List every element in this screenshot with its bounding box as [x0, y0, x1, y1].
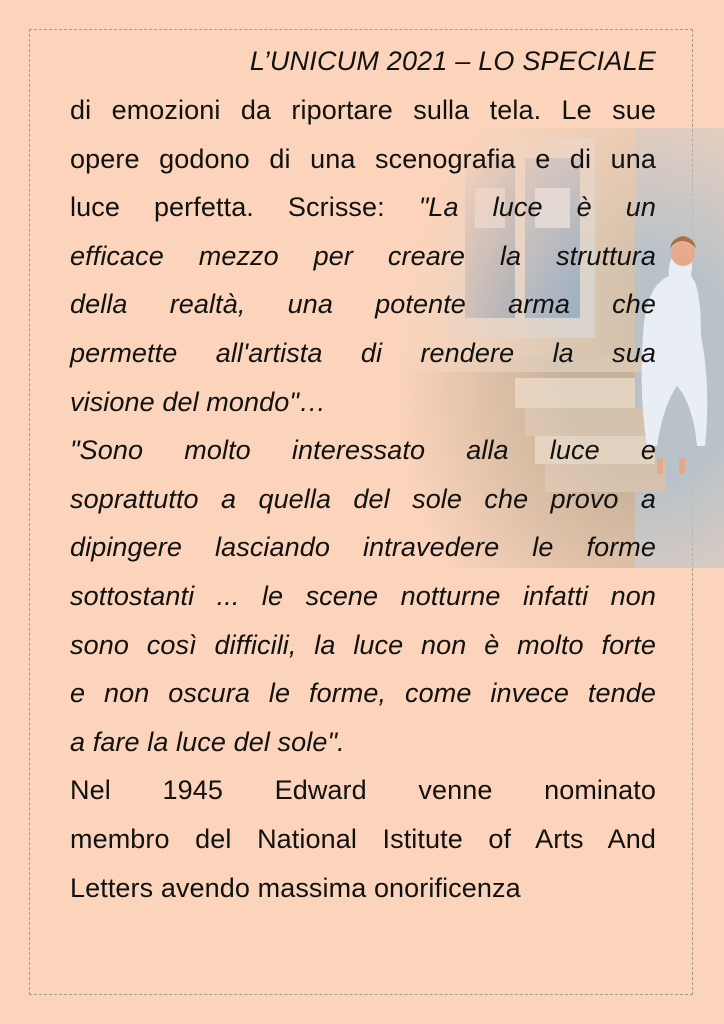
page-header: L’UNICUM 2021 – LO SPECIALE	[249, 46, 656, 76]
text-line	[70, 475, 656, 524]
text-line	[70, 766, 656, 815]
text-line	[70, 329, 656, 378]
quote-segment: della realtà, una potente arma che	[70, 289, 656, 320]
text-segment: di emozioni da riportare sulla tela. Le sue	[70, 95, 656, 125]
text-segment: luce perfetta. Scrisse:	[70, 192, 419, 223]
text-line	[70, 183, 656, 232]
quote-segment: a fare la luce del sole".	[70, 726, 345, 757]
quote-segment: dipingere lasciando intravedere le forme	[70, 532, 656, 563]
text-line	[70, 378, 656, 427]
text-line	[70, 864, 656, 913]
text-line	[70, 572, 656, 621]
text-line	[70, 426, 656, 475]
text-line	[70, 523, 656, 572]
body-text	[70, 86, 656, 912]
quote-segment: visione del mondo"…	[70, 386, 327, 417]
text-line	[70, 135, 656, 184]
text-segment: opere godono di una scenografia e di una	[70, 143, 656, 174]
quote-segment: e non oscura le forme, come invece tende	[70, 678, 656, 709]
text-line	[70, 669, 656, 718]
quote-segment: "La luce è un	[418, 192, 656, 223]
quote-segment: soprattutto a quella del sole che provo a	[70, 483, 656, 514]
text-segment: Letters avendo massima onorificenza	[70, 872, 521, 903]
quote-segment: efficace mezzo per creare la struttura	[70, 240, 656, 271]
quote-segment: sono così difficili, la luce non è molto forte	[70, 629, 656, 660]
quote-segment: sottostanti ... le scene notturne infatti non	[70, 580, 656, 611]
text-segment: membro del National Istitute of Arts And	[70, 823, 656, 854]
text-line	[70, 718, 656, 767]
quote-segment: permette all'artista di rendere la sua	[70, 337, 656, 368]
quote-segment: "Sono molto interessato alla luce e	[70, 435, 656, 466]
text-line	[70, 280, 656, 329]
text-line	[70, 815, 656, 864]
text-line	[70, 86, 656, 135]
text-segment: Nel 1945 Edward venne nominato	[70, 775, 656, 806]
text-line	[70, 232, 656, 281]
text-line	[70, 621, 656, 670]
